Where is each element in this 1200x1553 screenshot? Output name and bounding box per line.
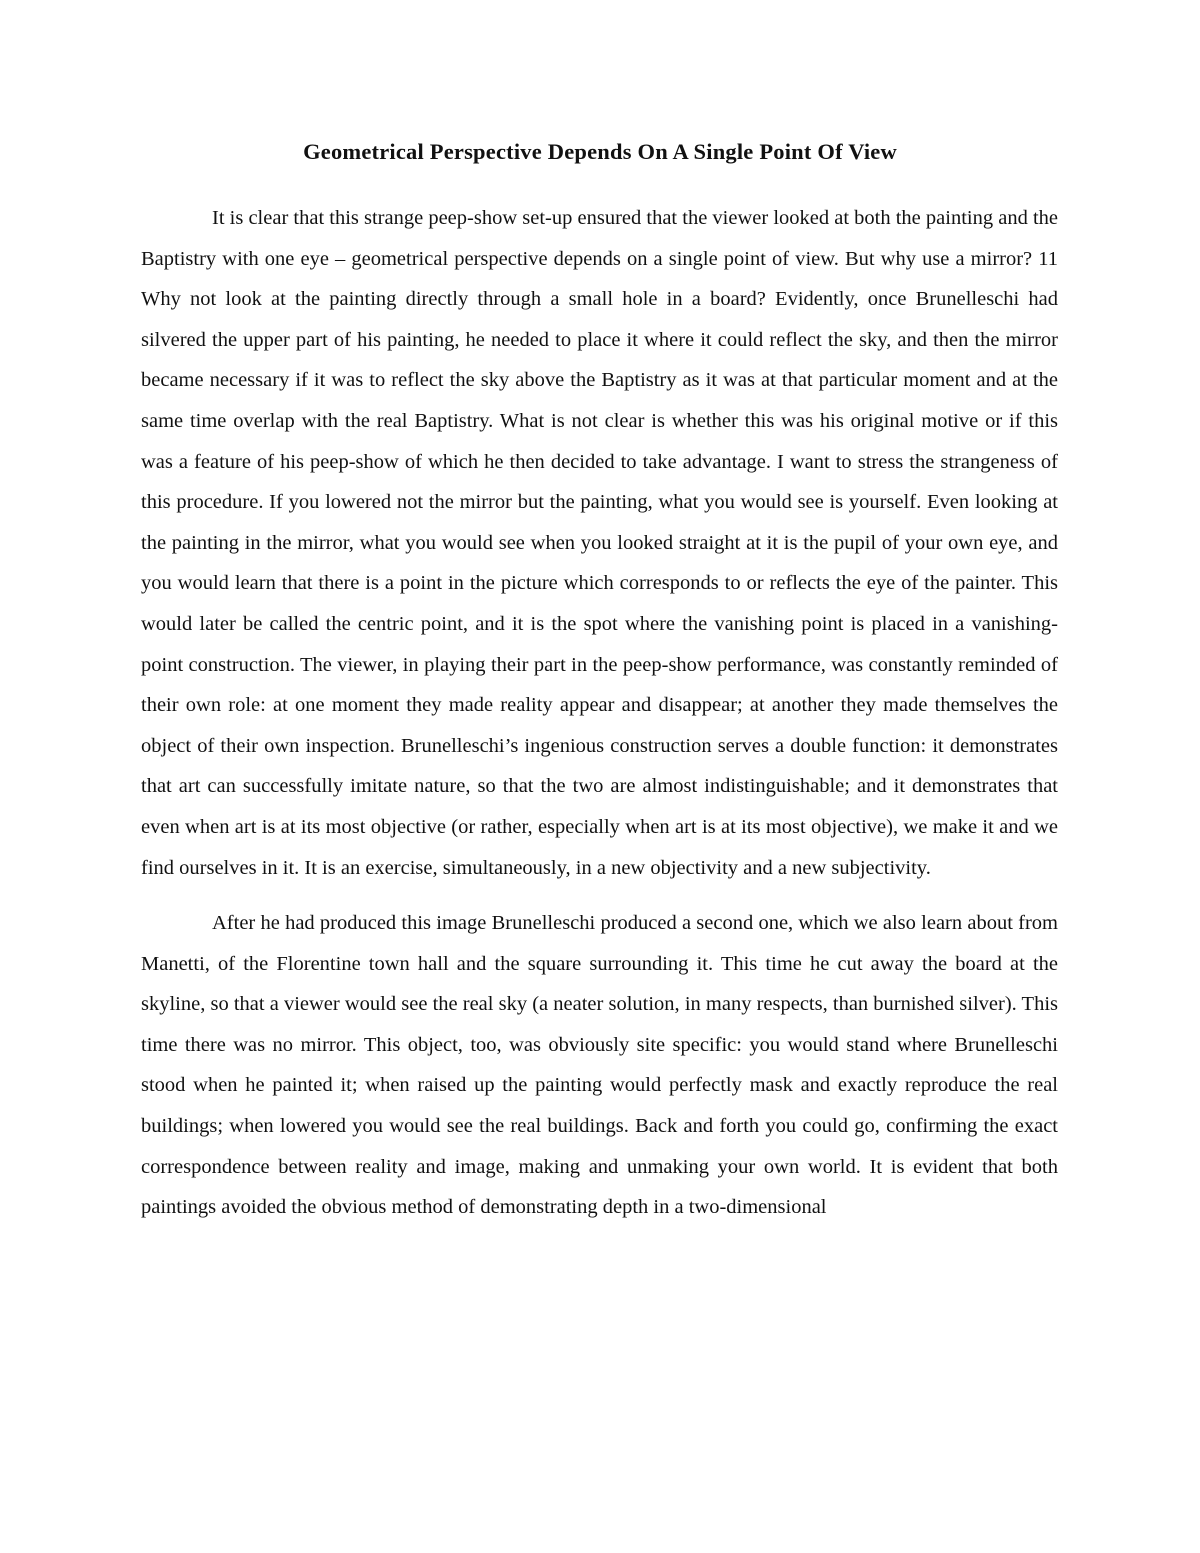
document-body [141, 198, 1058, 1228]
document-title: Geometrical Perspective Depends On A Single Point Of View [303, 139, 897, 164]
paragraph-2: After he had produced this image Brunelleschi produced a second one, which we also learn about from Manetti, of the Florentine town hall and the square surrounding it. This time he cut away the board at the skyline, so that a viewer would see the real sky (a neater solution, in many respects, than burnished silver). This time there was no mirror. This object, too, was obviously site specific: you would stand where Brunelleschi stood when he painted it; when raised up the painting would perfectly mask and exactly reproduce the real buildings; when lowered you would see the real buildings. Back and forth you could go, confirming the exact correspondence between reality and image, making and unmaking your own world. It is evident that both paintings avoided the obvious method of demonstrating depth in a two-dimensional [141, 912, 1058, 1219]
paragraph-1: It is clear that this strange peep-show set-up ensured that the viewer looked at both the painting and the Baptistry with one eye – geometrical perspective depends on a single point of view. But why use a mirror? 11 Why not look at the painting directly through a small hole in a board? Evidently, once Brunelleschi had silvered the upper part of his painting, he needed to place it where it could reflect the sky, and then the mirror became necessary if it was to reflect the sky above the Baptistry as it was at that particular moment and at the same time overlap with the real Baptistry. What is not clear is whether this was his original motive or if this was a feature of his peep-show of which he then decided to take advantage. I want to stress the strangeness of this procedure. If you lowered not the mirror but the painting, what you would see is yourself. Even looking at the painting in the mirror, what you would see when you looked straight at it is the pupil of your own eye, and you would learn that there is a point in the picture which corresponds to or reflects the eye of the painter. This would later be called the centric point, and it is the spot where the vanishing point is placed in a vanishing-point construction. The viewer, in playing their part in the peep-show performance, was constantly reminded of their own role: at one moment they made reality appear and disappear; at another they made themselves the object of their own inspection. Brunelleschi’s ingenious construction serves a double function: it demonstrates that art can successfully imitate nature, so that the two are almost indistinguishable; and it demonstrates that even when art is at its most objective (or rather, especially when art is at its most objective), we make it and we find ourselves in it. It is an exercise, simultaneously, in a new objectivity and a new subjectivity. [141, 207, 1058, 879]
